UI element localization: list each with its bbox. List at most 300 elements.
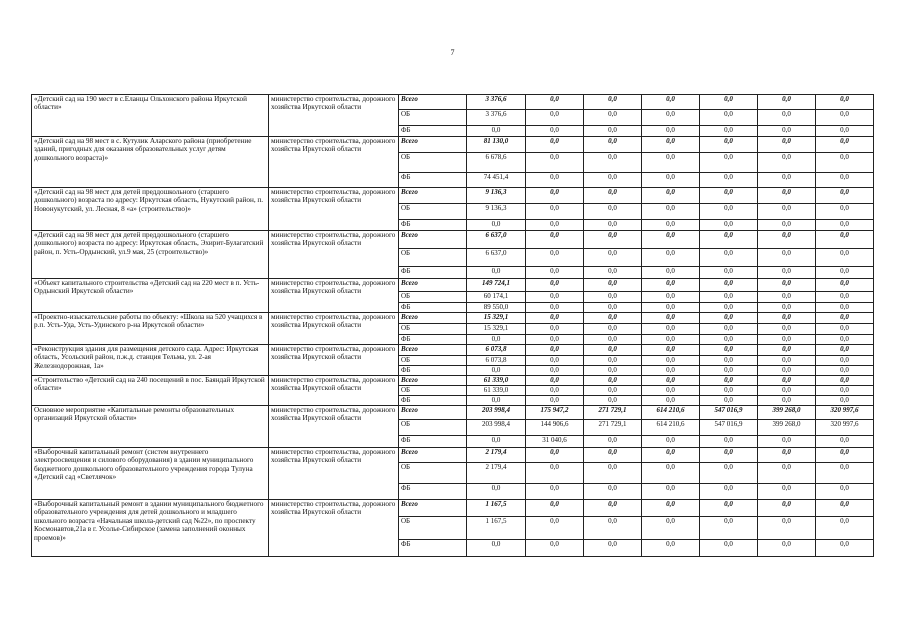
amount-cell: 0,0: [758, 110, 816, 126]
amount-cell: 0,0: [526, 517, 584, 540]
amount-cell: 547 016,9: [700, 420, 758, 436]
amount-cell: 203 998,4: [467, 420, 526, 436]
amount-cell: 0,0: [526, 335, 584, 345]
funding-source: ОБ: [399, 420, 467, 436]
amount-cell: 6 073,8: [467, 356, 526, 366]
amount-cell: 0,0: [584, 220, 642, 231]
activity-name: «Выборочный капитальный ремонт (систем внутреннего электроосвещения и силового оборудования) в здании муниципального бюджетного дошкольного образовательного учреждения города Тулуна «Детский сад «Светлячок»: [32, 448, 269, 500]
amount-cell: 0,0: [700, 267, 758, 279]
amount-cell: 0,0: [526, 110, 584, 126]
table-row-total: [32, 279, 874, 292]
amount-cell: 0,0: [758, 540, 816, 557]
amount-cell: 0,0: [642, 448, 700, 463]
amount-cell: 0,0: [526, 126, 584, 137]
table-row-total: [32, 95, 874, 110]
amount-cell: 0,0: [467, 220, 526, 231]
activity-name: «Реконструкция здания для размещения детского сада. Адрес: Иркутская область, Усольский район, п.ж.д. станция Тельма, ул. 2-ая Железнодорожная, 1а»: [32, 345, 269, 376]
amount-cell: 0,0: [816, 188, 874, 204]
amount-cell: 149 724,1: [467, 279, 526, 292]
amount-cell: 0,0: [816, 517, 874, 540]
amount-cell: 0,0: [642, 366, 700, 376]
amount-cell: 0,0: [816, 324, 874, 335]
funding-source: ОБ: [399, 292, 467, 303]
amount-cell: 9 136,3: [467, 204, 526, 220]
amount-cell: 0,0: [700, 448, 758, 463]
amount-cell: 0,0: [700, 303, 758, 313]
amount-cell: 0,0: [758, 153, 816, 173]
funding-source: ОБ: [399, 204, 467, 220]
amount-cell: 547 016,9: [700, 406, 758, 420]
amount-cell: 0,0: [758, 386, 816, 396]
funding-source: ФБ: [399, 267, 467, 279]
amount-cell: 399 268,0: [758, 420, 816, 436]
amount-cell: 0,0: [700, 436, 758, 448]
amount-cell: 0,0: [584, 436, 642, 448]
funding-source: ОБ: [399, 356, 467, 366]
amount-cell: 0,0: [758, 500, 816, 517]
amount-cell: 0,0: [700, 153, 758, 173]
funding-source: Всего: [399, 137, 467, 153]
amount-cell: 0,0: [526, 500, 584, 517]
funding-source: ФБ: [399, 335, 467, 345]
amount-cell: 0,0: [584, 484, 642, 500]
amount-cell: 0,0: [642, 249, 700, 267]
responsible-executor: министерство строительства, дорожного хозяйства Иркутской области: [269, 95, 399, 137]
activity-name: «Детский сад на 98 мест в с. Кутулик Аларского района (приобретение зданий, пригодных для оказания образовательных услуг детям дошкольного возраста)»: [32, 137, 269, 188]
responsible-executor: министерство строительства, дорожного хозяйства Иркутской области: [269, 406, 399, 448]
amount-cell: 61 339,0: [467, 376, 526, 386]
amount-cell: 0,0: [700, 366, 758, 376]
amount-cell: 0,0: [700, 335, 758, 345]
amount-cell: 0,0: [816, 386, 874, 396]
amount-cell: 0,0: [816, 267, 874, 279]
amount-cell: 0,0: [584, 540, 642, 557]
amount-cell: 0,0: [642, 173, 700, 188]
funding-source: ОБ: [399, 110, 467, 126]
activity-name: «Детский сад на 190 мест в с.Еланцы Ольхонского района Иркутской области»: [32, 95, 269, 137]
amount-cell: 0,0: [816, 345, 874, 356]
amount-cell: 0,0: [584, 126, 642, 137]
amount-cell: 15 329,1: [467, 324, 526, 335]
table-row-total: [32, 137, 874, 153]
activity-name: «Строительство «Детский сад на 240 посещений в пос. Баяндай Иркутской области»: [32, 376, 269, 406]
amount-cell: 0,0: [467, 335, 526, 345]
amount-cell: 271 729,1: [584, 406, 642, 420]
amount-cell: 0,0: [642, 153, 700, 173]
amount-cell: 0,0: [526, 204, 584, 220]
amount-cell: 399 268,0: [758, 406, 816, 420]
amount-cell: 0,0: [816, 540, 874, 557]
amount-cell: 0,0: [584, 448, 642, 463]
amount-cell: 0,0: [758, 356, 816, 366]
amount-cell: 3 376,6: [467, 95, 526, 110]
amount-cell: 0,0: [526, 292, 584, 303]
funding-source: Всего: [399, 279, 467, 292]
amount-cell: 203 998,4: [467, 406, 526, 420]
amount-cell: 0,0: [758, 436, 816, 448]
amount-cell: 0,0: [584, 267, 642, 279]
amount-cell: 0,0: [526, 231, 584, 249]
amount-cell: 0,0: [526, 153, 584, 173]
table-row-total: [32, 345, 874, 356]
funding-source: ОБ: [399, 324, 467, 335]
amount-cell: 0,0: [526, 324, 584, 335]
amount-cell: 6 637,0: [467, 231, 526, 249]
responsible-executor: министерство строительства, дорожного хозяйства Иркутской области: [269, 376, 399, 406]
amount-cell: 271 729,1: [584, 420, 642, 436]
amount-cell: 0,0: [758, 366, 816, 376]
amount-cell: 320 997,6: [816, 420, 874, 436]
responsible-executor: министерство строительства, дорожного хозяйства Иркутской области: [269, 279, 399, 313]
amount-cell: 0,0: [526, 540, 584, 557]
amount-cell: 0,0: [467, 396, 526, 406]
amount-cell: 0,0: [642, 188, 700, 204]
amount-cell: 0,0: [642, 517, 700, 540]
amount-cell: 0,0: [700, 484, 758, 500]
funding-source: Всего: [399, 448, 467, 463]
amount-cell: 0,0: [526, 137, 584, 153]
funding-source: Всего: [399, 500, 467, 517]
amount-cell: 0,0: [758, 335, 816, 345]
amount-cell: 0,0: [700, 345, 758, 356]
amount-cell: 0,0: [642, 279, 700, 292]
amount-cell: 0,0: [816, 436, 874, 448]
amount-cell: 0,0: [642, 463, 700, 484]
amount-cell: 0,0: [758, 303, 816, 313]
amount-cell: 0,0: [642, 436, 700, 448]
amount-cell: 0,0: [758, 279, 816, 292]
amount-cell: 89 550,0: [467, 303, 526, 313]
amount-cell: 0,0: [642, 500, 700, 517]
amount-cell: 0,0: [758, 517, 816, 540]
amount-cell: 144 906,6: [526, 420, 584, 436]
activity-name: Основное мероприятие «Капитальные ремонты образовательных организаций Иркутской области»: [32, 406, 269, 448]
amount-cell: 0,0: [816, 356, 874, 366]
amount-cell: 614 210,6: [642, 406, 700, 420]
amount-cell: 0,0: [816, 204, 874, 220]
amount-cell: 0,0: [758, 292, 816, 303]
funding-source: ФБ: [399, 220, 467, 231]
amount-cell: 0,0: [467, 126, 526, 137]
table-row-total: [32, 406, 874, 420]
amount-cell: 0,0: [584, 324, 642, 335]
amount-cell: 0,0: [584, 376, 642, 386]
amount-cell: 0,0: [584, 110, 642, 126]
amount-cell: 0,0: [700, 463, 758, 484]
amount-cell: 0,0: [584, 249, 642, 267]
amount-cell: 2 179,4: [467, 463, 526, 484]
amount-cell: 0,0: [584, 153, 642, 173]
table-row-total: [32, 376, 874, 386]
amount-cell: 0,0: [642, 396, 700, 406]
amount-cell: 0,0: [816, 110, 874, 126]
amount-cell: 0,0: [816, 279, 874, 292]
funding-source: ОБ: [399, 153, 467, 173]
amount-cell: 0,0: [642, 137, 700, 153]
amount-cell: 0,0: [700, 313, 758, 324]
amount-cell: 0,0: [584, 463, 642, 484]
amount-cell: 0,0: [467, 366, 526, 376]
responsible-executor: министерство строительства, дорожного хозяйства Иркутской области: [269, 188, 399, 231]
amount-cell: 0,0: [467, 267, 526, 279]
amount-cell: 0,0: [816, 313, 874, 324]
amount-cell: 0,0: [584, 500, 642, 517]
amount-cell: 0,0: [526, 267, 584, 279]
funding-source: Всего: [399, 406, 467, 420]
amount-cell: 0,0: [816, 500, 874, 517]
amount-cell: 0,0: [816, 137, 874, 153]
amount-cell: 0,0: [526, 345, 584, 356]
amount-cell: 0,0: [642, 540, 700, 557]
amount-cell: 3 376,6: [467, 110, 526, 126]
amount-cell: 0,0: [700, 231, 758, 249]
amount-cell: 0,0: [816, 335, 874, 345]
funding-source: Всего: [399, 95, 467, 110]
funding-source: Всего: [399, 231, 467, 249]
amount-cell: 0,0: [816, 484, 874, 500]
amount-cell: 0,0: [700, 110, 758, 126]
page-number: 7: [450, 48, 455, 57]
amount-cell: 0,0: [584, 292, 642, 303]
activity-name: «Детский сад на 98 мест для детей преддошкольного (старшего дошкольного) возраста по адресу: Иркутская область, Эхирит-Булагатский район, п. Усть-Ордынский, ул.9 мая, 25 (строительство)»: [32, 231, 269, 279]
amount-cell: 0,0: [642, 313, 700, 324]
amount-cell: 0,0: [700, 137, 758, 153]
amount-cell: 0,0: [584, 137, 642, 153]
funding-source: ФБ: [399, 173, 467, 188]
amount-cell: 6 637,0: [467, 249, 526, 267]
amount-cell: 320 997,6: [816, 406, 874, 420]
amount-cell: 0,0: [526, 463, 584, 484]
amount-cell: 1 167,5: [467, 500, 526, 517]
amount-cell: 0,0: [816, 396, 874, 406]
amount-cell: 0,0: [642, 126, 700, 137]
amount-cell: 2 179,4: [467, 448, 526, 463]
amount-cell: 1 167,5: [467, 517, 526, 540]
amount-cell: 0,0: [642, 110, 700, 126]
responsible-executor: министерство строительства, дорожного хозяйства Иркутской области: [269, 500, 399, 557]
amount-cell: 0,0: [758, 396, 816, 406]
amount-cell: 0,0: [816, 153, 874, 173]
amount-cell: 0,0: [816, 366, 874, 376]
amount-cell: 0,0: [642, 204, 700, 220]
amount-cell: 6 073,8: [467, 345, 526, 356]
amount-cell: 0,0: [816, 220, 874, 231]
amount-cell: 0,0: [526, 376, 584, 386]
budget-table-body: [32, 95, 874, 557]
amount-cell: 0,0: [642, 324, 700, 335]
amount-cell: 0,0: [526, 356, 584, 366]
funding-source: ФБ: [399, 366, 467, 376]
amount-cell: 0,0: [584, 396, 642, 406]
amount-cell: 0,0: [816, 95, 874, 110]
amount-cell: 0,0: [584, 386, 642, 396]
amount-cell: 0,0: [700, 279, 758, 292]
funding-source: ФБ: [399, 436, 467, 448]
amount-cell: 0,0: [816, 448, 874, 463]
amount-cell: 0,0: [758, 126, 816, 137]
amount-cell: 6 678,6: [467, 153, 526, 173]
funding-source: ФБ: [399, 396, 467, 406]
amount-cell: 0,0: [758, 204, 816, 220]
amount-cell: 0,0: [700, 540, 758, 557]
funding-source: Всего: [399, 376, 467, 386]
amount-cell: 0,0: [584, 173, 642, 188]
funding-source: ОБ: [399, 386, 467, 396]
amount-cell: 0,0: [700, 517, 758, 540]
amount-cell: 15 329,1: [467, 313, 526, 324]
amount-cell: 0,0: [700, 386, 758, 396]
activity-name: «Детский сад на 98 мест для детей преддошкольного (старшего дошкольного) возраста по адресу: Иркутская область, Нукутский район, п. Новонукутский, ул. Лесная, 8 «а» (строительство)»: [32, 188, 269, 231]
amount-cell: 0,0: [642, 386, 700, 396]
amount-cell: 0,0: [758, 95, 816, 110]
amount-cell: 0,0: [467, 484, 526, 500]
amount-cell: 0,0: [467, 540, 526, 557]
amount-cell: 0,0: [758, 324, 816, 335]
amount-cell: 0,0: [584, 188, 642, 204]
amount-cell: 0,0: [526, 220, 584, 231]
amount-cell: 0,0: [642, 303, 700, 313]
amount-cell: 0,0: [584, 366, 642, 376]
amount-cell: 0,0: [700, 204, 758, 220]
amount-cell: 0,0: [758, 484, 816, 500]
amount-cell: 0,0: [758, 345, 816, 356]
amount-cell: 0,0: [584, 313, 642, 324]
table-row-total: [32, 313, 874, 324]
amount-cell: 0,0: [526, 386, 584, 396]
responsible-executor: министерство строительства, дорожного хозяйства Иркутской области: [269, 137, 399, 188]
funding-source: Всего: [399, 313, 467, 324]
funding-source: ФБ: [399, 126, 467, 137]
amount-cell: 0,0: [526, 188, 584, 204]
amount-cell: 0,0: [700, 95, 758, 110]
amount-cell: 0,0: [816, 231, 874, 249]
amount-cell: 0,0: [584, 279, 642, 292]
amount-cell: 0,0: [700, 173, 758, 188]
funding-source: ФБ: [399, 540, 467, 557]
amount-cell: 0,0: [584, 356, 642, 366]
amount-cell: 0,0: [758, 313, 816, 324]
activity-name: «Выборочный капитальный ремонт в здании муниципального бюджетного образовательного учреждения для детей дошкольного и младшего школьного возраста «Начальная школа-детский сад №22», по проспекту Космонавтов,21а в г. Усолье-Сибирское (замена заполнений оконных проемов)»: [32, 500, 269, 557]
amount-cell: 0,0: [584, 204, 642, 220]
amount-cell: 0,0: [700, 292, 758, 303]
amount-cell: 0,0: [816, 376, 874, 386]
amount-cell: 0,0: [700, 126, 758, 137]
amount-cell: 0,0: [584, 345, 642, 356]
amount-cell: 0,0: [700, 220, 758, 231]
amount-cell: 0,0: [642, 231, 700, 249]
amount-cell: 0,0: [700, 396, 758, 406]
responsible-executor: министерство строительства, дорожного хозяйства Иркутской области: [269, 313, 399, 345]
amount-cell: 0,0: [584, 303, 642, 313]
funding-source: ФБ: [399, 484, 467, 500]
amount-cell: 0,0: [642, 484, 700, 500]
amount-cell: 0,0: [642, 95, 700, 110]
funding-source: ОБ: [399, 463, 467, 484]
amount-cell: 0,0: [758, 448, 816, 463]
amount-cell: 0,0: [700, 188, 758, 204]
amount-cell: 60 174,1: [467, 292, 526, 303]
responsible-executor: министерство строительства, дорожного хозяйства Иркутской области: [269, 448, 399, 500]
funding-source: ОБ: [399, 517, 467, 540]
amount-cell: 0,0: [758, 220, 816, 231]
amount-cell: 0,0: [758, 188, 816, 204]
amount-cell: 614 210,6: [642, 420, 700, 436]
amount-cell: 0,0: [758, 173, 816, 188]
amount-cell: 0,0: [642, 335, 700, 345]
responsible-executor: министерство строительства, дорожного хозяйства Иркутской области: [269, 345, 399, 376]
table-row-total: [32, 500, 874, 517]
amount-cell: 0,0: [758, 463, 816, 484]
table-row-total: [32, 448, 874, 463]
amount-cell: 175 947,2: [526, 406, 584, 420]
amount-cell: 0,0: [700, 376, 758, 386]
amount-cell: 0,0: [816, 173, 874, 188]
funding-source: ОБ: [399, 249, 467, 267]
amount-cell: 31 040,6: [526, 436, 584, 448]
amount-cell: 0,0: [816, 126, 874, 137]
amount-cell: 0,0: [816, 249, 874, 267]
amount-cell: 0,0: [758, 231, 816, 249]
amount-cell: 0,0: [642, 292, 700, 303]
amount-cell: 0,0: [700, 324, 758, 335]
amount-cell: 0,0: [816, 303, 874, 313]
amount-cell: 81 130,0: [467, 137, 526, 153]
amount-cell: 0,0: [758, 249, 816, 267]
amount-cell: 0,0: [642, 376, 700, 386]
amount-cell: 0,0: [526, 396, 584, 406]
amount-cell: 0,0: [526, 484, 584, 500]
amount-cell: 0,0: [526, 313, 584, 324]
amount-cell: 74 451,4: [467, 173, 526, 188]
responsible-executor: министерство строительства, дорожного хозяйства Иркутской области: [269, 231, 399, 279]
amount-cell: 0,0: [467, 436, 526, 448]
amount-cell: 0,0: [758, 137, 816, 153]
amount-cell: 0,0: [584, 231, 642, 249]
amount-cell: 0,0: [526, 303, 584, 313]
amount-cell: 0,0: [584, 517, 642, 540]
table-row-total: [32, 231, 874, 249]
amount-cell: 0,0: [816, 292, 874, 303]
funding-source: Всего: [399, 188, 467, 204]
amount-cell: 0,0: [526, 366, 584, 376]
amount-cell: 0,0: [642, 267, 700, 279]
amount-cell: 0,0: [642, 220, 700, 231]
table-row-total: [32, 188, 874, 204]
amount-cell: 0,0: [700, 500, 758, 517]
amount-cell: 0,0: [526, 279, 584, 292]
amount-cell: 0,0: [816, 463, 874, 484]
amount-cell: 61 339,0: [467, 386, 526, 396]
amount-cell: 0,0: [758, 267, 816, 279]
funding-source: Всего: [399, 345, 467, 356]
amount-cell: 0,0: [526, 173, 584, 188]
funding-source: ФБ: [399, 303, 467, 313]
amount-cell: 9 136,3: [467, 188, 526, 204]
amount-cell: 0,0: [584, 335, 642, 345]
activity-name: «Проектно-изыскательские работы по объекту: «Школа на 520 учащихся в р.п. Усть-Уда, Усть-Удинского р-на Иркутской области»: [32, 313, 269, 345]
amount-cell: 0,0: [700, 249, 758, 267]
activity-name: «Объект капитального строительства «Детский сад на 220 мест в п. Усть-Ордынский Иркутской области»: [32, 279, 269, 313]
budget-table: [31, 94, 874, 557]
amount-cell: 0,0: [526, 249, 584, 267]
amount-cell: 0,0: [758, 376, 816, 386]
amount-cell: 0,0: [526, 448, 584, 463]
amount-cell: 0,0: [642, 345, 700, 356]
amount-cell: 0,0: [584, 95, 642, 110]
amount-cell: 0,0: [526, 95, 584, 110]
amount-cell: 0,0: [700, 356, 758, 366]
amount-cell: 0,0: [642, 356, 700, 366]
